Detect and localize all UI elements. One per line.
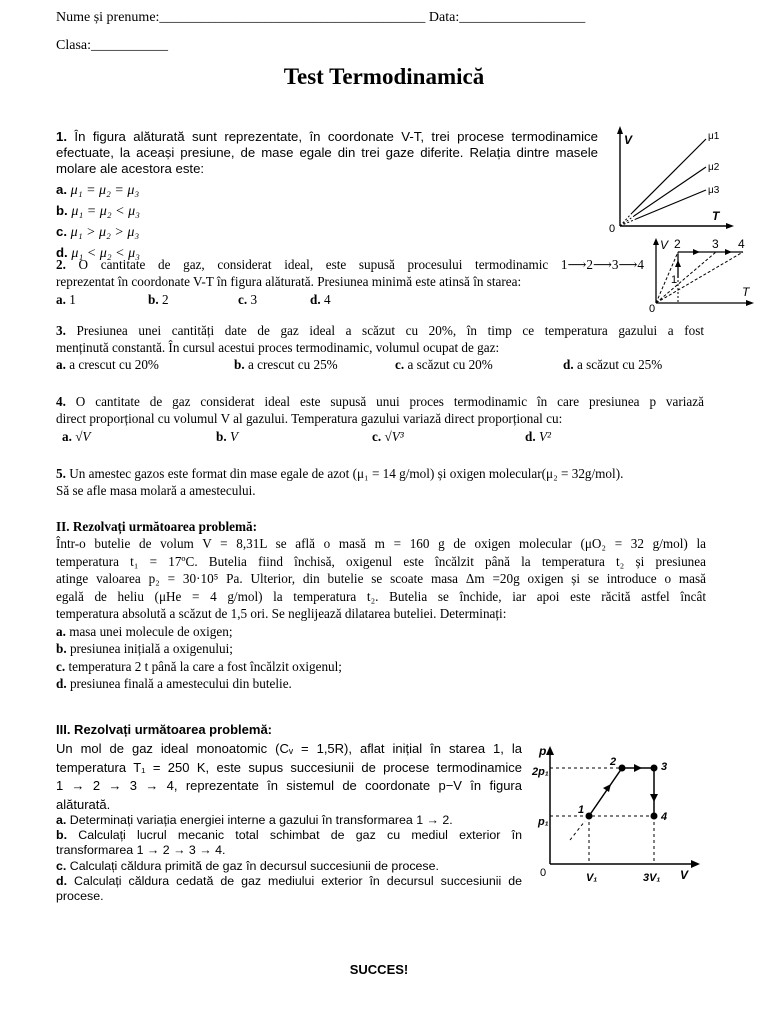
part2-text xyxy=(56,535,706,693)
q1-option-d[interactable]: d. μ₁ < μ₂ < μ₃ xyxy=(56,245,140,261)
q2-dash-3 xyxy=(656,252,716,303)
q4-option-c[interactable]: c. √V³ xyxy=(372,429,404,444)
q4-line-2: direct proporțional cu volumul V al gazului. Temperatura gazului variază direct proporțional cu: xyxy=(56,411,563,426)
part3-tick-3v1: 3V₁ xyxy=(643,872,661,884)
q1-v-label: V xyxy=(624,133,633,147)
date-label: Data:__________________ xyxy=(428,10,586,25)
q1-t-arrow xyxy=(726,223,734,229)
q2-arrow-2-3 xyxy=(693,249,700,255)
q5-number: 5. xyxy=(56,466,66,481)
part3-label-3: 3 xyxy=(661,761,668,773)
footer-succes: SUCCES! xyxy=(349,962,409,977)
q1-label-mu3: μ3 xyxy=(708,185,720,196)
q1-label-mu2: μ2 xyxy=(708,162,720,173)
part3-item-d: d. Calculați căldura cedată de gaz mediului exterior în decursul succesiunii de xyxy=(56,873,522,888)
part3-label-1: 1 xyxy=(578,804,585,816)
q3-line-1: Presiunea unei cantități date de gaz ideal a scăzut cu 20%, în timp ce temperatura gazului a fost xyxy=(76,323,705,338)
q2-line-1: O cantitate de gaz, considerat ideal, este supusă procesului termodinamic 1⟶2⟶3⟶4 xyxy=(78,257,645,272)
q2-arrow-3-4 xyxy=(725,249,732,255)
q2-option-a[interactable]: a. 1 xyxy=(56,292,76,307)
part3-tick-v1: V₁ xyxy=(586,872,598,884)
q3-line-2: menținută constantă. În cursul acestui proces termodinamic, volumul ocupat de gaz: xyxy=(56,340,500,355)
part2-line-4: egală de heliu (μHe = 4 g/mol) la temperatura t₂. Butelia se închide, iar apoi este răcită astfel încât xyxy=(56,588,706,604)
part2-item-c: c. temperatura 2 t până la care a fost încălzit oxigenul; xyxy=(56,658,342,674)
q2-t-arrow xyxy=(746,300,754,306)
part2-line-2: temperatura t₁ = 17ºC. Butelia fiind închisă, oxigenul este încălzit până la temperatura t₂ și presiunea xyxy=(56,553,706,569)
class-field[interactable] xyxy=(56,38,168,54)
class-label: Clasa:___________ xyxy=(56,38,168,53)
part3-label-4: 4 xyxy=(661,811,668,823)
q1-line-mu1-dash xyxy=(620,213,632,226)
q1-vt-figure xyxy=(606,124,736,236)
part3-line-2: temperatura T₁ = 250 K, este supus succesiunii de procese termodinamice xyxy=(56,759,522,775)
q4-number: 4. xyxy=(56,394,66,409)
q4-line-1: O cantitate de gaz considerat ideal este supusă unui proces termodinamic în care presiunea p variază xyxy=(75,394,704,409)
part3-arrow-2-3 xyxy=(634,764,642,772)
part3-items xyxy=(56,813,522,904)
q2-point-2: 2 xyxy=(674,237,681,251)
q1-origin: 0 xyxy=(609,223,616,235)
part3-origin-dash xyxy=(570,821,585,840)
part3-item-c: c. Calculați căldura primită de gaz în decursul succesiunii de procese. xyxy=(56,858,439,873)
part3-item-d-cont: procese. xyxy=(56,889,104,904)
q2-point-4: 4 xyxy=(738,237,745,251)
q2-line-2: reprezentat în coordonate V-T în figura alăturată. Presiunea minimă este atinsă în starea: xyxy=(56,274,522,289)
q2-option-b[interactable]: b. 2 xyxy=(148,292,169,307)
part3-p-label: p xyxy=(539,744,547,758)
part3-pv-figure xyxy=(530,740,705,886)
q1-line-3: molare ale acestora este: xyxy=(56,161,205,176)
q3-option-d[interactable]: d. a scăzut cu 25% xyxy=(563,357,663,372)
part3-label-2: 2 xyxy=(610,756,617,768)
question-5 xyxy=(56,465,706,499)
q2-number: 2. xyxy=(56,257,66,272)
part3-tick-2p1: 2p₁ xyxy=(532,766,549,778)
q2-v-arrow xyxy=(653,238,659,245)
q1-option-c[interactable]: c. μ₁ > μ₂ > μ₃ xyxy=(56,224,140,240)
q1-line-1: În figura alăturată sunt reprezentate, în coordonate V-T, trei procese termodinamice xyxy=(74,129,598,144)
name-label: Nume și prenume:______________________________________ xyxy=(56,10,426,25)
part3-p-arrow xyxy=(546,746,554,755)
q1-v-arrow xyxy=(617,126,623,134)
part3-state-3 xyxy=(651,765,658,772)
part3-heading: III. Rezolvați următoarea problemă: xyxy=(56,722,273,737)
q2-t-label: T xyxy=(742,285,750,299)
part2-line-5: temperatura absolută a scăzut de 1,5 ori. Se neglijează dilatarea buteliei. Determinați: xyxy=(56,606,507,621)
page-title: Test Termodinamică xyxy=(283,64,485,89)
part3-origin: 0 xyxy=(540,867,547,879)
q2-origin: 0 xyxy=(649,303,656,314)
part3-item-b: b. Calculați lucrul mecanic total schimbat de gaz cu mediul exterior în xyxy=(56,828,522,843)
part3-line-4: alăturată. xyxy=(56,796,111,812)
q5-line-1: Un amestec gazos este format din mase egale de azot (μ₁ = 14 g/mol) și oxigen molecular(μ₂ = 32g/mol). xyxy=(69,466,624,481)
q2-option-d[interactable]: d. 4 xyxy=(310,292,331,307)
q2-dash-4 xyxy=(656,252,743,303)
part3-v-label: V xyxy=(680,868,689,882)
q1-option-b[interactable]: b. μ₁ = μ₂ < μ₃ xyxy=(56,203,140,219)
question-3 xyxy=(56,322,704,356)
q1-line-mu1 xyxy=(632,139,706,213)
q3-number: 3. xyxy=(56,323,66,338)
q2-point-1: 1 xyxy=(671,274,678,286)
q2-arrow-1-2 xyxy=(675,260,681,267)
question-4 xyxy=(56,393,704,427)
part2-item-b: b. presiunea inițială a oxigenului; xyxy=(56,641,233,656)
q4-option-d[interactable]: d. V² xyxy=(525,429,551,444)
part3-text xyxy=(56,740,522,814)
q1-line-2: efectuate, la aceași presiune, de mase egale din trei gaze diferite. Relația dintre masele xyxy=(56,145,598,160)
part3-line-1: Un mol de gaz ideal monoatomic (Cᵥ = 1,5R), aflat inițial în starea 1, la xyxy=(56,741,522,756)
part3-state-2 xyxy=(619,765,626,772)
q3-option-c[interactable]: c. a scăzut cu 20% xyxy=(395,357,493,372)
name-field[interactable] xyxy=(56,10,585,26)
part2-line-1: Într-o butelie de volum V = 8,31L se află o masă m = 160 g de oxigen molecular (μO₂ = 32 g/mol) la xyxy=(56,536,706,551)
part3-state-1 xyxy=(586,813,593,820)
q2-point-3: 3 xyxy=(712,237,719,251)
q1-options xyxy=(56,180,140,264)
part2-heading: II. Rezolvați următoarea problemă: xyxy=(56,519,257,534)
part3-item-b-cont: transformarea 1 → 2 → 3 → 4. xyxy=(56,843,226,858)
q1-line-mu3 xyxy=(636,190,706,219)
q1-label-mu1: μ1 xyxy=(708,131,720,142)
part3-arrow-3-4 xyxy=(650,794,658,802)
q2-option-c[interactable]: c. 3 xyxy=(238,292,258,307)
q3-option-b[interactable]: b. a crescut cu 25% xyxy=(234,357,338,372)
part3-v-arrow xyxy=(691,860,700,868)
question-1 xyxy=(56,129,598,177)
q2-v-label: V xyxy=(660,238,669,252)
part2-item-d: d. presiunea finală a amestecului din butelie. xyxy=(56,676,292,691)
part3-state-4 xyxy=(651,813,658,820)
part3-tick-p1: p₁ xyxy=(538,816,549,828)
part3-item-a: a. Determinați variația energiei interne a gazului în transformarea 1 → 2. xyxy=(56,813,453,827)
q1-option-a[interactable]: a. μ₁ = μ₂ = μ₃ xyxy=(56,182,140,198)
q3-option-a[interactable]: a. a crescut cu 20% xyxy=(56,357,159,372)
q1-number: 1. xyxy=(56,129,67,144)
part3-line-3: 1 → 2 → 3 → 4, reprezentate în sistemul de coordonate p−V în figura xyxy=(56,778,522,793)
q1-t-label: T xyxy=(712,209,720,223)
part3-process-1-2 xyxy=(589,768,622,816)
question-2 xyxy=(56,256,644,290)
part2-item-a: a. masa unei molecule de oxigen; xyxy=(56,623,233,639)
q4-option-a[interactable]: a. √V xyxy=(62,429,91,444)
q4-option-b[interactable]: b. V xyxy=(216,429,238,444)
q2-vt-figure xyxy=(646,236,756,314)
q5-line-2: Să se afle masa molară a amestecului. xyxy=(56,483,256,498)
part2-line-3: atinge valoarea p₂ = 30·10⁵ Pa. Ulterior, din butelie se scoate masa Δm =20g oxigen și se introduce o masă xyxy=(56,571,706,586)
